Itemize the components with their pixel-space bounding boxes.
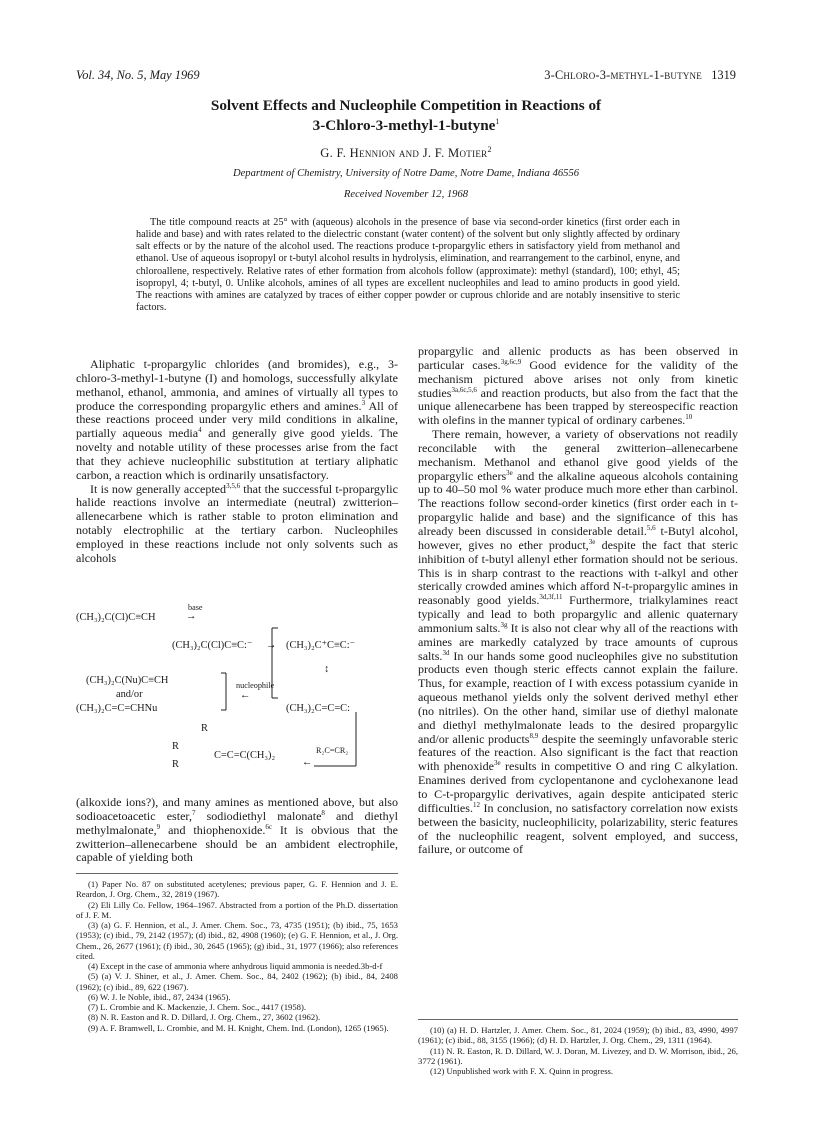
scheme-r-left-1: R [172,741,179,752]
scheme-olefin-label: R₂C=CR₂ [316,746,349,755]
short-title: 3-Chloro-3-methyl-1-butyne [544,68,702,82]
received-date: Received November 12, 1968 [343,189,469,200]
article-title [76,96,736,136]
left-column-top [76,358,398,566]
author-2-footnote-ref: 2 [487,144,492,154]
scheme-base-label: base [188,603,203,612]
footnote: (12) Unpublished work with F. X. Quinn in progress. [430,1066,614,1076]
footnote: (10) (a) H. D. Hartzler, J. Amer. Chem. Soc., 81, 2024 (1959); (b) ibid., 83, 4990, 4997 (1961); (c) ibid., 88, 3155 (1966); (d) H. D. Hartzler, J. Org. Chem., 29, 1311 (1964). [418,1025,738,1046]
scheme-carbanion: (CH₃)₂C(Cl)C≡C:⁻ [172,640,253,651]
footnote-rule-left [76,873,398,874]
reaction-scheme [76,602,398,788]
scheme-start: (CH₃)₂C(Cl)C≡CH [76,612,156,623]
title-line-2: 3-Chloro-3-methyl-1-butyne [312,117,496,134]
scheme-resonance-arrow: ↕ [324,664,330,675]
footnote: (5) (a) V. J. Shiner, et al., J. Amer. Chem. Soc., 84, 2402 (1962); (b) ibid., 84, 2408 (1962); (c) ibid., 89, 622 (1967). [76,971,398,992]
paragraph: It is now generally accepted$^{3,5,6}$ that the successful t-propargylic halide reactions involve an intermediate (neutral) zwitterion–allenecarbene which is rather stable to proton elimination and notably electrophilic at the tertiary carbon. Nucleophiles employed in these reactions include not only solvents such as alcohols [76,481,398,565]
footnotes-right [418,1025,738,1076]
right-column [418,345,738,857]
paragraph: propargylic and allenic products as has been observed in particular cases.$^{3g,6c,9}$ Good evidence for the validity of the mechanism pictured above arises not only from kinetic studies$^{3a,6c,5,6}$ and reaction products, but also from the fact that the unique allenecarbene has been trapped by stereospecific reaction with olefins in the manner typical of ordinary carbenes.$^{10}$ [418,344,739,428]
running-title [544,68,736,83]
author-2: J. F. Motier [422,146,488,160]
footnote: (4) Except in the case of ammonia where anhydrous liquid ammonia is needed.3b-d-f [88,961,383,971]
scheme-r-top: R [201,723,208,734]
title-footnote-ref: 1 [495,116,500,126]
author-1: G. F. Hennion [320,146,396,160]
author-conjunction: and [398,146,420,160]
footnote-rule-right [418,1019,738,1020]
abstract: The title compound reacts at 25° with (aqueous) alcohols in the presence of base via second-order kinetics (first order each in halide and base) and with rates related to the dielectric constant (water content) of the solvent but only slightly affected by ordinary salt effects or by the nature of the alcohol used. The reactions produce t-propargylic ethers in satisfactory yield from methanol and ethanol. Use of aqueous isopropyl or t-butyl alcohol results in hydrolysis, elimination, and rearrangement to the carbinol, enyne, and chloroallene, respectively. Relative rates of ether formation from alcohols follow (approximate): methyl (standard), 100; ethyl, 45; isopropyl, 4; t-butyl, 0. Unlike alcohols, amines of all types are excellent nucleophiles and lead to amino products in good yield. The reactions with amines are catalyzed by traces of either copper powder or cuprous chloride and are notably insensitive to steric factors. [136,217,680,314]
footnotes-left [76,879,398,1033]
paragraph: Aliphatic t-propargylic chlorides (and bromides), e.g., 3-chloro-3-methyl-1-butyne (I) and homologs, successfully alkylate methanol, ethanol, ammonia, and amines of virtually all types to produce the corresponding propargylic ethers and amines.$^3$ All of these reactions proceed under very mild conditions in alkaline, partially aqueous media$^4$ and generally give good yields. The novelty and notable utility of these processes arise from the fact that they achieve nucleophilic substitution at tertiary aliphatic carbon, a reaction which is ordinarily unsatisfactory. [76,357,398,482]
scheme-zwitterion: (CH₃)₂C⁺C≡C:⁻ [286,640,356,651]
paragraph: (alkoxide ions?), and many amines as mentioned above, but also sodioacetoacetic ester,$^7$ sodiodiethyl malonate$^8$ and diethyl methylmalonate,$^9$ and thiophenoxide.$^{6c}$ It is obvious that the zwitterion–allenecarbene should be an ambident electrophile, capable of yielding both [76,795,398,865]
footnote: (11) N. R. Easton, R. D. Dillard, W. J. Doran, M. Livezey, and D. W. Morrison, ibid., 26, 3772 (1961). [418,1045,738,1066]
running-head [76,68,736,84]
scheme-product-propargylic: (CH₃)₂C(Nu)C≡CH [86,675,169,686]
footnote: (7) L. Crombie and K. Mackenzie, J. Chem. Soc., 4417 (1958). [88,1002,306,1012]
scheme-cyclopropane: C=C=C(CH₃)₂ [214,750,276,761]
journal-volume: Vol. 34, No. 5, May 1969 [76,68,200,82]
scheme-arrow-2: → [266,640,277,651]
footnote: (2) Eli Lilly Co. Fellow, 1964–1967. Abstracted from a portion of the Ph.D. dissertation of J. F. M. [76,899,398,920]
scheme-allenecarbene: (CH₃)₂C=C=C: [286,703,350,714]
authors [76,146,736,161]
left-column-bottom [76,796,398,865]
title-line-1: Solvent Effects and Nucleophile Competition in Reactions of [210,97,602,114]
scheme-nucleophile-label: nucleophile [236,681,275,690]
footnote: (9) A. F. Bramwell, L. Crombie, and M. H. Knight, Chem. Ind. (London), 1265 (1965). [88,1022,389,1033]
footnote: (8) N. R. Easton and R. D. Dillard, J. Org. Chem., 27, 3602 (1962). [88,1012,321,1023]
scheme-product-allenic: (CH₃)₂C=C=CHNu [76,703,158,714]
footnote: (6) W. J. le Noble, ibid., 87, 2434 (1965). [88,991,231,1002]
scheme-arrow-3: ← [240,690,251,701]
footnote: (3) (a) G. F. Hennion, et al., J. Amer. Chem. Soc., 73, 4735 (1951); (b) ibid., 75, 1653 (1953); (c) ibid., 79, 2142 (1957); (d) ibid., 82, 4908 (1960); (e) G. F. Hennion, et al., J. Org. Chem., 26, 2677 (1961); (f) ibid., 30, 2645 (1965); (g) ibid., 31, 1977 (1966); also references cited. [76,920,398,961]
scheme-and-or: and/or [116,689,143,700]
scheme-arrow-1: → [186,611,197,622]
paragraph: There remain, however, a variety of observations not readily reconcilable with the general zwitterion–allenecarbene mechanism. Methanol and ethanol give good yields of the propargylic ethers$^{3e}$ and the alkaline aqueous alcohols containing up to 40–50 mol % water produce much more ether than carbinol. The reactions follow second-order kinetics (first order each in t-propargylic halide and base) and the significance of this has already been discussed in considerable detail.$^{5,6}$ t-Butyl alcohol, however, gives no ether product,$^{3e}$ despite the fact that steric inhibition of t-butyl allenyl ether formation should not be serious. This is in sharp contrast to the reactions with t-alkyl and other sterically crowded amines which afford N-t-propargylic amines in reasonably good yields.$^{3d,3f,11}$ Furthermore, trialkylamines react typically and lead to both propargylic and allenic quaternary ammonium salts.$^{3g}$ It is also not clear why all of the reactions with amines are markedly catalyzed by trace amounts of cuprous salts.$^{3d}$ In our hands some good nucleophiles give no substitution products even though steric effects cannot explain the failure. Thus, for example, reaction of I with excess potassium cyanide in aqueous methanol yields only the solvent derived methyl ether (no nitriles). On the other hand, similar use of diethyl malonate and diethyl methylmalonate leads to the desired propargylic and/or allenic products$^{8,9}$ despite the seemingly unfavorable steric features of the reaction. Also significant is the fact that reaction with phenoxide$^{3e}$ results in competitive O and ring C alkylation. Enamines derived from cyclopentanone and cyclohexanone lead to C-t-propargylic derivatives, again despite anticipated steric difficulties.$^{12}$ In conclusion, no satisfactory correlation now exists between the basicity, nucleophilicity, polarizability, steric features of the nucleophilic reagent, solvent employed, and success, failure, or outcome of [418,427,738,857]
affiliation: Department of Chemistry, University of Notre Dame, Notre Dame, Indiana 46556 [232,168,580,179]
scheme-arrow-4: ← [302,757,313,768]
page-number: 1319 [711,68,736,82]
footnote: (1) Paper No. 87 on substituted acetylenes; previous paper, G. F. Hennion and J. E. Reardon, J. Org. Chem., 32, 2819 (1967). [76,879,398,900]
scheme-r-left-2: R [172,759,179,770]
